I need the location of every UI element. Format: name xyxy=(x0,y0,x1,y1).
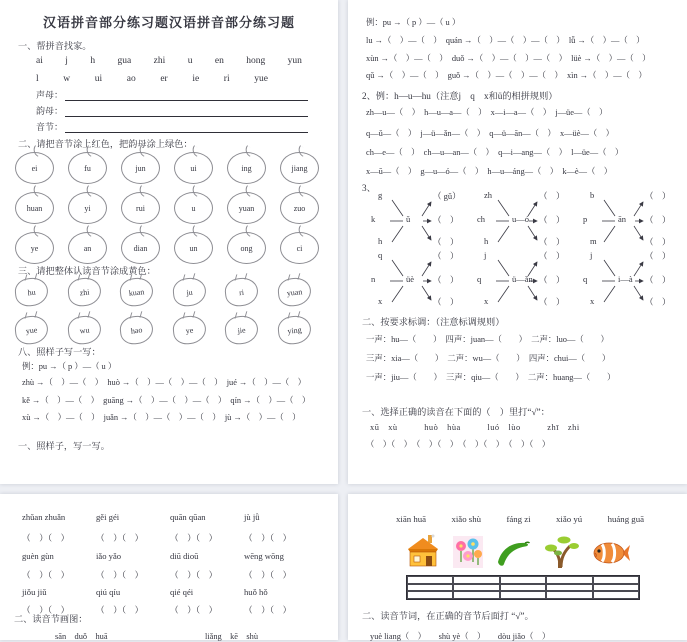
word-label: xiǎo shù xyxy=(451,514,482,524)
pinyin-item: zhi xyxy=(153,56,166,66)
pinyin-pair: guèn gùn xyxy=(22,551,54,561)
diagram-answer: （ ） xyxy=(539,215,565,225)
berry-row xyxy=(15,316,311,344)
pinyin-pair: wēng wōng xyxy=(244,551,284,561)
pinyin-row-1 xyxy=(36,56,302,66)
spelling-diagram xyxy=(476,252,580,310)
pair-row xyxy=(22,551,318,561)
worksheet-page-4 xyxy=(348,494,687,640)
line-label: 韵母： xyxy=(36,106,64,116)
word-label: xiān huā xyxy=(396,514,427,524)
exercise-line: lu →（ ）—（ ） quán →（ ）—（ ）—（ ） lǚ →（ ）—（ ） xyxy=(366,36,645,45)
diagram-answer: （ ） xyxy=(539,237,565,247)
yinjie-answer-line xyxy=(36,120,308,133)
tree-image xyxy=(544,534,580,568)
apple-syllable: ing xyxy=(241,163,252,173)
writing-line xyxy=(65,91,308,101)
berry-syllable: ying xyxy=(286,324,303,336)
diagram-answer: （ ） xyxy=(433,237,459,247)
diagram-initial: h xyxy=(378,236,383,246)
strawberry-shape xyxy=(171,314,207,345)
apple-syllable: jun xyxy=(135,163,146,173)
diagram-initial: b xyxy=(590,190,595,200)
pinyin-item: yue xyxy=(254,74,268,84)
exercise-line: x—ū—（ ） g—u—ó—（ ） h—u—áng—（ ） k—è—（ ） xyxy=(366,167,613,176)
diagram-answer: （ ） xyxy=(539,275,565,285)
diagram-answer: （ ） xyxy=(433,297,459,307)
diagram-answer: （ ） xyxy=(433,215,459,225)
grid-cell xyxy=(500,584,546,592)
pinyin-item: en xyxy=(214,56,224,66)
strawberry-shape xyxy=(66,276,102,307)
diagram-answer: （ ） xyxy=(645,191,671,201)
diagram-answer: （ gǔ） xyxy=(433,191,461,201)
grid-cell xyxy=(407,576,453,584)
section2-heading: 二、读音节词，在正确的音节后面打 “√”。 xyxy=(362,611,534,621)
berry-syllable: ye xyxy=(185,325,194,335)
apple-shape xyxy=(68,152,107,184)
section-last-heading: 一、照样子，写一写。 xyxy=(18,441,110,451)
section2-heading: 二、请把音节涂上红色，把韵母涂上绿色： xyxy=(18,139,193,149)
diagram-initial: q xyxy=(477,274,482,284)
apple-shape xyxy=(280,192,319,224)
choice-parens: （ ）（ ） （ ）（ ） （ ）（ ） （ ）（ ） xyxy=(366,440,551,449)
berry-row xyxy=(15,278,311,306)
grid-cell xyxy=(546,576,592,584)
apple-shape xyxy=(174,152,213,184)
pinyin-item: er xyxy=(160,74,168,84)
exercise-line: xù →（ ）—（ ） juǎn →（ ）—（ ）—（ ） jù →（ ）—（ ） xyxy=(22,413,301,422)
grid-cell xyxy=(453,584,499,592)
pinyin-item: hong xyxy=(246,56,266,66)
diagram-answer: （ ） xyxy=(539,251,565,261)
apple-syllable: dian xyxy=(133,243,148,253)
apple-shape xyxy=(227,152,266,184)
strawberry-shape xyxy=(224,276,260,307)
apple-syllable: ong xyxy=(240,243,253,253)
diagram-initial: x xyxy=(484,296,489,306)
pinyin-item: w xyxy=(63,74,71,84)
section8-heading: 八、照样子写一写： xyxy=(18,347,101,357)
pinyin-item: ao xyxy=(126,74,136,84)
example-line: 例：pu →（ p ）—（ u ） xyxy=(366,18,461,27)
exercise-line: xùn →（ ）—（ ） duǒ →（ ）—（ ）—（ ） lüè →（ ）—（ ） xyxy=(366,54,651,63)
apple-syllable: u xyxy=(191,203,196,213)
drawing-prompt: liǎng kē shù xyxy=(205,632,259,641)
worksheet-page-3 xyxy=(0,494,338,640)
grid-cell xyxy=(500,576,546,584)
pinyin-pair: gěi géi xyxy=(96,512,120,522)
apple-syllable: ye xyxy=(30,243,39,253)
pinyin-item: j xyxy=(65,56,68,66)
answer-parens: （ ）（ ） xyxy=(244,570,292,580)
pinyin-item: h xyxy=(90,56,96,66)
tone-line: 一声：jiu—（ ） 三声：qiu—（ ） 二声：huang—（ ） xyxy=(366,373,616,382)
apple-shape xyxy=(121,192,160,224)
word-label: xiǎo yú xyxy=(556,514,583,524)
pinyin-item: ie xyxy=(192,74,200,84)
apple-row xyxy=(15,152,319,184)
writing-grid xyxy=(406,575,640,600)
apple-shape xyxy=(121,232,160,264)
answer-parens: （ ）（ ） xyxy=(170,605,218,615)
flowers-image xyxy=(453,536,483,568)
diagram-initial: j xyxy=(484,250,487,260)
pinyin-pair: qié qéi xyxy=(170,587,194,597)
diagram-initial: x xyxy=(378,296,383,306)
apple-shape xyxy=(280,152,319,184)
pinyin-pair: huǒ hǒ xyxy=(244,587,268,597)
answer-parens: （ ）（ ） xyxy=(22,533,70,543)
pinyin-item: ui xyxy=(94,74,103,84)
answer-parens: （ ）（ ） xyxy=(22,570,70,580)
exercise-line: zhù →（ ）—（ ） huò →（ ）—（ ）—（ ） jué →（ ）—（ ） xyxy=(22,378,307,387)
apple-shape xyxy=(227,192,266,224)
pinyin-pair: zhǔan zhuǎn xyxy=(22,512,66,522)
diagram-initial: p xyxy=(583,214,588,224)
answer-parens: （ ）（ ） xyxy=(170,533,218,543)
section4-heading: 二、按要求标调：（注意标调规则） xyxy=(362,317,505,327)
apple-shape xyxy=(121,152,160,184)
house-image xyxy=(406,534,440,568)
diagram-initial: h xyxy=(484,236,489,246)
pinyin-pair: qiú qíu xyxy=(96,587,121,597)
apple-shape xyxy=(15,192,54,224)
answer-parens: （ ）（ ） xyxy=(96,533,144,543)
diagram-initial: g xyxy=(378,190,383,200)
answer-parens: （ ）（ ） xyxy=(22,605,70,615)
picture-row xyxy=(406,534,630,568)
berry-syllable: kuan xyxy=(128,286,145,298)
diagram-initial: j xyxy=(590,250,593,260)
label-row xyxy=(396,514,644,524)
word-label: fáng zi xyxy=(506,514,531,524)
diagram-initial: m xyxy=(590,236,597,246)
pinyin-item: yun xyxy=(287,56,302,66)
apple-shape xyxy=(68,192,107,224)
grid-cell xyxy=(593,584,639,592)
paren-row xyxy=(22,532,318,544)
diagram-final: u—ó xyxy=(512,214,529,224)
pair-row xyxy=(22,512,318,522)
diagram-initial: k xyxy=(371,214,376,224)
strawberry-shape xyxy=(277,314,313,345)
section1-heading: 一、帮拼音找家。 xyxy=(18,41,92,51)
pinyin-item: ri xyxy=(223,74,230,84)
spelling-diagram xyxy=(582,192,686,250)
diagram-answer: （ ） xyxy=(433,275,459,285)
line-label: 音节： xyxy=(36,122,64,132)
diagram-answer: （ ） xyxy=(645,297,671,307)
diagram-answer: （ ） xyxy=(539,297,565,307)
apple-shape xyxy=(15,152,54,184)
pinyin-pair: iǎo yǎo xyxy=(96,551,122,561)
answer-parens: （ ）（ ） xyxy=(96,570,144,580)
diagram-answer: （ ） xyxy=(539,191,565,201)
diagram-answer: （ ） xyxy=(645,237,671,247)
apple-syllable: ei xyxy=(31,163,38,173)
berry-syllable: hao xyxy=(130,324,143,336)
berry-syllable: ju xyxy=(185,287,193,297)
apple-syllable: zuo xyxy=(293,203,306,213)
apple-shape xyxy=(174,192,213,224)
apple-shape xyxy=(15,232,54,264)
diagram-final: ǔ xyxy=(406,214,411,224)
exercise-line: q—ǔ—（ ） j—ü—ǎn—（ ） q—ü—ān—（ ） x—üè—（ ） xyxy=(366,129,614,138)
paren-row xyxy=(22,569,318,581)
pinyin-pair: diū dioū xyxy=(170,551,199,561)
berry-syllable: ri xyxy=(238,287,245,297)
answer-parens: （ ）（ ） xyxy=(244,605,292,615)
pinyin-pair: jù jǜ xyxy=(244,512,260,522)
spelling-diagram xyxy=(370,192,474,250)
strawberry-shape xyxy=(119,314,155,345)
diagram-answer: （ ） xyxy=(433,251,459,261)
grid-cell xyxy=(593,591,639,599)
diagram-initial: n xyxy=(371,274,376,284)
tone-line: 一声：hu—（ ） 四声：juan—（ ） 二声：luo—（ ） xyxy=(366,335,609,344)
exercise-line: kě →（ ）—（ ） guāng →（ ）—（ ）—（ ） qín →（ ）—（ ） xyxy=(22,396,311,405)
grid-cell xyxy=(593,576,639,584)
apple-shape xyxy=(227,232,266,264)
apple-syllable: yuan xyxy=(238,203,255,213)
strawberry-shape xyxy=(14,314,50,345)
answer-parens: （ ）（ ） xyxy=(244,533,292,543)
section5-heading: 一、选择正确的读音在下面的（ ）里打“√”： xyxy=(362,407,550,417)
writing-line xyxy=(65,107,308,117)
cucumber-image xyxy=(495,538,531,568)
grid-cell xyxy=(500,591,546,599)
drawing-prompt: sān duǒ huā xyxy=(55,632,108,641)
exercise-line: zh—u—（ ） h—u—a—（ ） x—i—a—（ ） j—üe—（ ） xyxy=(366,108,608,117)
pinyin-row-2 xyxy=(36,74,268,84)
fish-image xyxy=(592,538,630,568)
apple-syllable: yi xyxy=(84,203,91,213)
strawberry-shape xyxy=(277,276,313,307)
strawberry-shape xyxy=(66,314,102,345)
grid-cell xyxy=(546,584,592,592)
line-label: 声母： xyxy=(36,90,64,100)
pinyin-pair: quān qūan xyxy=(170,512,206,522)
diagram-final: üè xyxy=(406,274,415,284)
page-title: 汉语拼音部分练习题汉语拼音部分练习题 xyxy=(42,15,295,30)
strawberry-shape xyxy=(224,314,260,345)
section3-heading: 三、请把整体认读音节涂成黄色： xyxy=(18,266,156,276)
diagram-answer: （ ） xyxy=(645,251,671,261)
apple-shape xyxy=(174,232,213,264)
tone-line: 三声：xia—（ ） 二声：wu—（ ） 四声：chui—（ ） xyxy=(366,354,611,363)
apple-syllable: fu xyxy=(84,163,91,173)
strawberry-shape xyxy=(14,276,50,307)
diagram-initial: x xyxy=(590,296,595,306)
apple-syllable: ui xyxy=(190,163,197,173)
diagram-final: ü—ǎn xyxy=(512,274,533,284)
strawberry-shape xyxy=(119,276,155,307)
grid-cell xyxy=(407,591,453,599)
berry-syllable: hu xyxy=(27,287,36,297)
diagram-initial: q xyxy=(378,250,383,260)
diagram-initial: q xyxy=(583,274,588,284)
pinyin-item: ai xyxy=(36,56,43,66)
section3-label: 3、 xyxy=(362,183,376,193)
grid-cell xyxy=(453,591,499,599)
apple-row xyxy=(15,232,319,264)
section2-heading: 二、读音节画图： xyxy=(14,614,88,624)
apple-syllable: rui xyxy=(136,203,145,213)
diagram-answer: （ ） xyxy=(645,215,671,225)
exercise-line: ch—e—（ ） ch—u—an—（ ） q—i—ang—（ ） l—üe—（ ） xyxy=(366,148,624,157)
apple-syllable: un xyxy=(189,243,198,253)
diagram-answer: （ ） xyxy=(645,275,671,285)
apple-row xyxy=(15,192,319,224)
diagram-initial: zh xyxy=(484,190,493,200)
grid-cell xyxy=(407,584,453,592)
pinyin-item: gua xyxy=(117,56,132,66)
worksheet-page-2 xyxy=(348,0,687,484)
pinyin-item: l xyxy=(36,74,39,84)
answer-parens: （ ）（ ） xyxy=(170,570,218,580)
word-label: huáng guā xyxy=(607,514,644,524)
pinyin-pair: jiǒu jiǔ xyxy=(22,587,47,597)
spelling-diagram xyxy=(476,192,580,250)
berry-syllable: wu xyxy=(78,325,90,335)
spelling-diagram xyxy=(370,252,474,310)
pair-row xyxy=(22,587,318,597)
grid-cell xyxy=(453,576,499,584)
apple-shape xyxy=(68,232,107,264)
strawberry-shape xyxy=(171,276,207,307)
choice-pairs: xū xù huò hùa luó lùo zhī zhi xyxy=(370,423,580,432)
section2-heading: 2、例：h—u—hu（注意j q x和ü的相拼规则） xyxy=(362,91,558,101)
exercise-line: qǔ →（ ）—（ ） guǒ →（ ）—（ ）—（ ） xìn →（ ）—（ ） xyxy=(366,71,647,80)
berry-syllable: jie xyxy=(237,325,247,335)
diagram-final: i—à xyxy=(618,274,633,284)
berry-syllable: yue xyxy=(25,324,38,336)
spelling-diagram xyxy=(582,252,686,310)
word-choice-line: yuè liang（ ） shù yè（ ） dòu jiǎo（ ） xyxy=(370,632,551,641)
diagram-initial: ch xyxy=(477,214,486,224)
diagram-final: ān xyxy=(618,214,627,224)
worksheet-page-1 xyxy=(0,0,338,484)
apple-shape xyxy=(280,232,319,264)
answer-parens: （ ）（ ） xyxy=(96,605,144,615)
writing-line xyxy=(65,123,308,133)
pinyin-item: u xyxy=(187,56,193,66)
example-line: 例：pu →（ p ）—（ u ） xyxy=(22,362,117,371)
yunmu-answer-line xyxy=(36,104,308,117)
shengmu-answer-line xyxy=(36,88,308,101)
berry-syllable: zhi xyxy=(78,287,90,297)
apple-syllable: ci xyxy=(296,243,303,253)
berry-syllable: yuan xyxy=(286,286,303,298)
grid-cell xyxy=(546,591,592,599)
apple-syllable: an xyxy=(83,243,92,253)
apple-syllable: jiang xyxy=(291,163,308,173)
apple-syllable: huan xyxy=(26,203,43,213)
